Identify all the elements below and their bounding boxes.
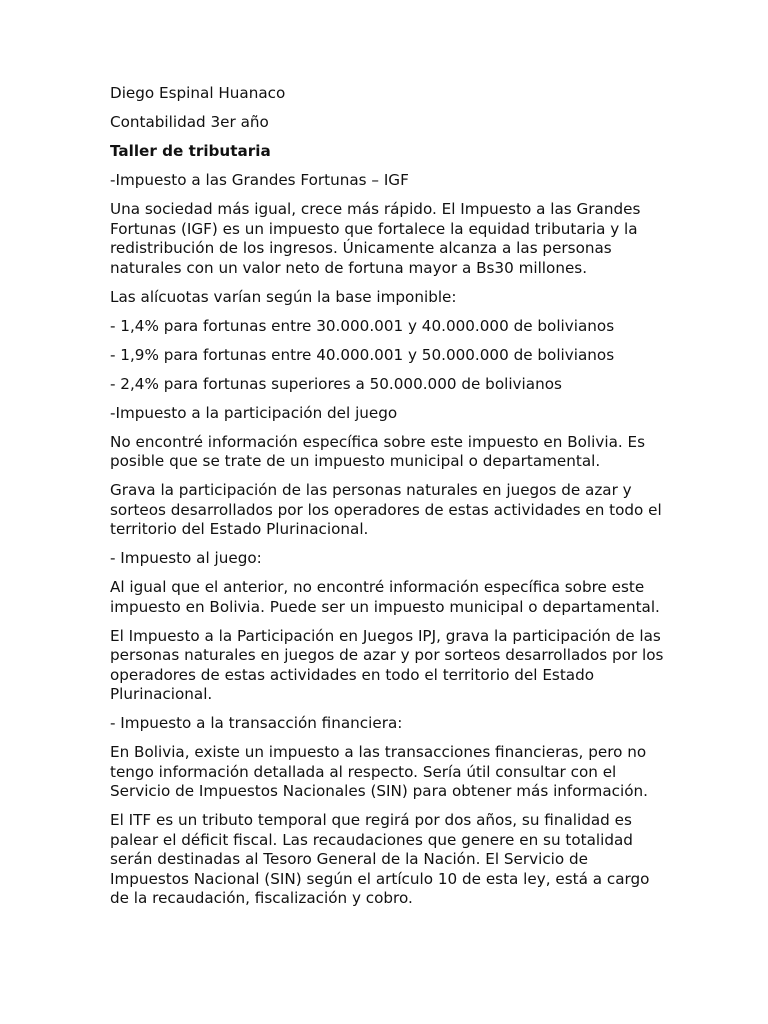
paragraph-rates-intro: Las alícuotas varían según la base imponible:: [110, 287, 457, 306]
paragraph-ipj-description: El Impuesto a la Participación en Juegos IPJ, grava la participación de las personas naturales en juegos de azar y por sorteos desarrollados por los operadores de estas actividades en todo el territorio del Estado Plurinacional.: [110, 626, 664, 703]
rate-item-1: - 1,4% para fortunas entre 30.000.001 y 40.000.000 de bolivianos: [110, 316, 615, 335]
paragraph-itf-note: En Bolivia, existe un impuesto a las transacciones financieras, pero no tengo información detallada al respecto. Sería útil consultar con el Servicio de Impuestos Nacionales (SIN) para obtener más información.: [110, 743, 648, 800]
section-heading-juego: - Impuesto al juego:: [110, 549, 262, 567]
paragraph-igf-description: Una sociedad más igual, crece más rápido. El Impuesto a las Grandes Fortunas (IGF) es un impuesto que fortalece la equidad tributaria y la redistribución de los ingresos. Únicamente alcanza a las personas naturales con un valor neto de fortuna mayor a Bs30 millones.: [110, 200, 641, 277]
paragraph-participacion-description: Grava la participación de las personas naturales en juegos de azar y sorteos desarrollados por los operadores de estas actividades en todo el territorio del Estado Plurinacional.: [110, 481, 662, 538]
paragraph-participacion-note: No encontré información específica sobre este impuesto en Bolivia. Es posible que se trate de un impuesto municipal o departamental.: [110, 432, 646, 470]
section-heading-transaccion-financiera: - Impuesto a la transacción financiera:: [110, 714, 403, 732]
paragraph-itf-description: El ITF es un tributo temporal que regirá por dos años, su finalidad es palear el déficit fiscal. Las recaudaciones que genere en su totalidad serán destinadas al Tesoro General de la Nación. El Servicio de Impuestos Nacional (SIN) según el artículo 10 de esta ley, está a cargo de la recaudación, fiscalización y cobro.: [110, 811, 650, 907]
rate-item-2: - 1,9% para fortunas entre 40.000.001 y 50.000.000 de bolivianos: [110, 345, 615, 364]
section-heading-participacion-juego: -Impuesto a la participación del juego: [110, 403, 398, 422]
document-title: Taller de tributaria: [110, 142, 271, 160]
course-name: Contabilidad 3er año: [110, 113, 269, 131]
section-heading-igf: -Impuesto a las Grandes Fortunas – IGF: [110, 171, 409, 189]
document-page: [110, 84, 670, 918]
rate-item-3: - 2,4% para fortunas superiores a 50.000.000 de bolivianos: [110, 374, 562, 393]
paragraph-juego-note: Al igual que el anterior, no encontré información específica sobre este impuesto en Bolivia. Puede ser un impuesto municipal o departamental.: [110, 578, 660, 616]
author-name: Diego Espinal Huanaco: [110, 84, 286, 102]
